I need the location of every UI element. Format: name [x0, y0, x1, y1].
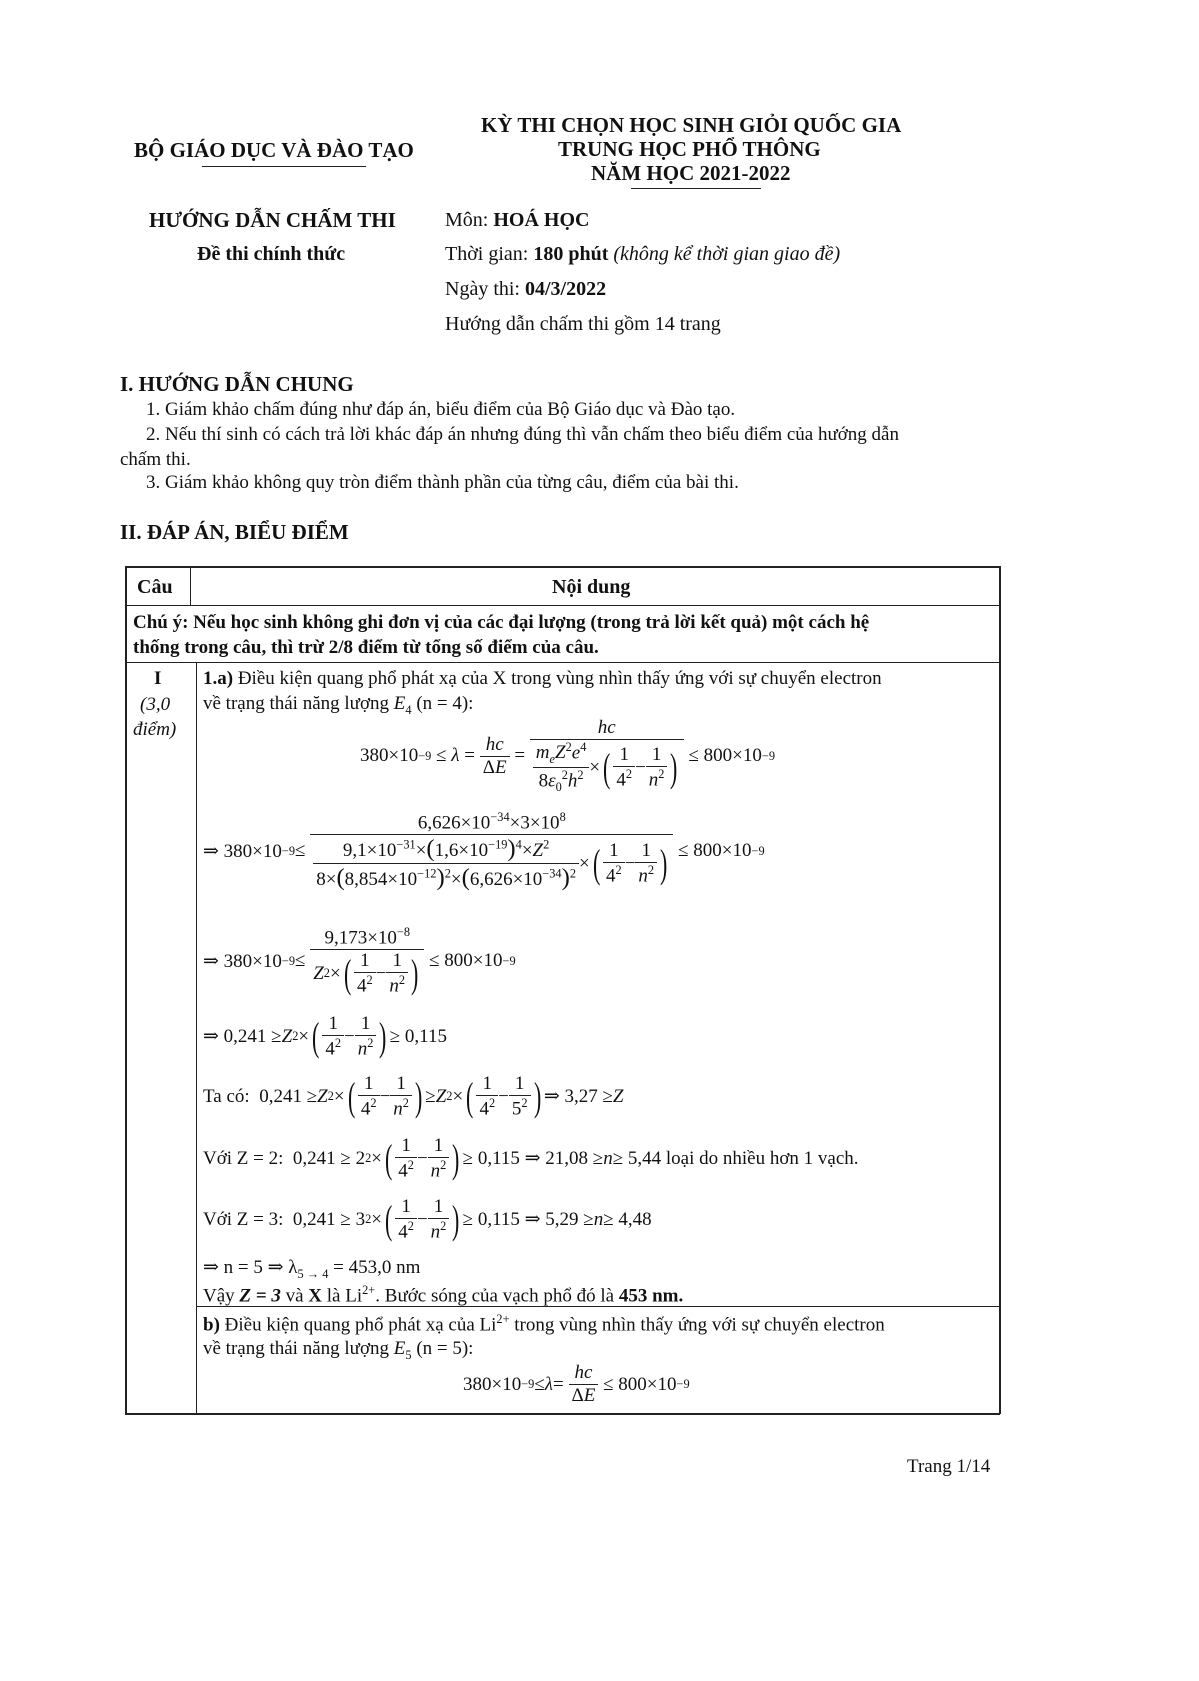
- subject-value: HOÁ HỌC: [493, 209, 590, 231]
- part-b-line2: [203, 1338, 473, 1363]
- exam-title-underline: [631, 188, 761, 189]
- table-header-bottom: [125, 605, 1000, 606]
- time-line: [445, 243, 840, 266]
- part-a-line2: [203, 693, 473, 718]
- eq-lambda: ⇒ n = 5 ⇒ λ: [203, 1257, 298, 1278]
- section1-item-1: 1. Giám khảo chấm đúng như đáp án, biểu điểm của Bộ Giáo dục và Đào tạo.: [146, 399, 736, 420]
- table-border-top: [125, 566, 1000, 568]
- equation-2: ⇒ 380×10 −9 ≤ $6,626\times 10^{-34}\times 3\times 10^8$ $9,1\times 10^{-31}\times(1,6\times 10^{-19})^4\times Z^2$ $8\times(8,854\times 10^{-12})^2\times(6,626\times 10^{-34})^2$ × ( 1 $4^2$ − 1 $n^2$ ) ≤ 800×10 −9: [203, 810, 765, 892]
- table-col-noidung: Nội dung: [552, 576, 631, 598]
- part-b-text2-pre: về trạng thái năng lượng: [203, 1338, 394, 1359]
- conclusion-pre: Vậy: [203, 1285, 240, 1307]
- equation-3: ⇒ 380×10 −9 ≤ $9,173\times 10^{-8}$ Z 2 × ( 1 $4^2$ − 1 $n^2$ ) ≤ 800×10 −9: [203, 925, 516, 997]
- section1-item-2-cont: chấm thi.: [120, 449, 191, 470]
- part-a-energy-sub: 4: [405, 702, 412, 717]
- part-b-energy-symbol: E: [393, 1338, 406, 1359]
- date-label: Ngày thi:: [445, 278, 525, 300]
- part-b-text1-post: trong vùng nhìn thấy ứng với sự chuyển electron: [509, 1314, 885, 1336]
- doc-type: HƯỚNG DẪN CHẤM THI: [149, 208, 396, 232]
- table-note-line2: thống trong câu, thì trừ 2/8 điểm từ tổng số điểm của câu.: [133, 637, 599, 658]
- section1-item-3: 3. Giám khảo không quy tròn điểm thành phần của từng câu, điểm của bài thi.: [146, 472, 739, 493]
- table-note-line1: Chú ý: Nếu học sinh không ghi đơn vị của các đại lượng (trong trả lời kết quả) một cách hệ: [133, 612, 870, 633]
- time-value: 180 phút: [533, 243, 609, 265]
- part-a-energy-symbol: E: [393, 693, 406, 714]
- equation-1: 380×10 −9 ≤ λ = hc ΔE = hc $m_eZ^2e^4$ $8\varepsilon_0^2h^2$ × ( 1 $4^2$ − 1 $n^2$ ) ≤ 800×10 −9: [360, 717, 776, 795]
- equation-4: ⇒ 0,241 ≥ Z 2 × ( 1 $4^2$ − 1 $n^2$ ) ≥ 0,115: [203, 1013, 447, 1060]
- table-note-bottom: [125, 662, 1000, 663]
- conclusion-mid: và: [280, 1285, 309, 1307]
- page-number: Trang 1/14: [907, 1456, 991, 1477]
- section1-item-2: 2. Nếu thí sinh có cách trả lời khác đáp án nhưng đúng thì vẫn chấm theo biểu điểm của hướng dẫn: [146, 424, 899, 445]
- section1-title: I. HƯỚNG DẪN CHUNG: [120, 372, 354, 396]
- pages-note: Hướng dẫn chấm thi gồm 14 trang: [445, 313, 721, 335]
- eq-taco-label: Ta có:: [203, 1085, 250, 1107]
- conclusion-x: X: [308, 1285, 323, 1307]
- eq-z2-tail: loại do nhiều hơn 1 vạch.: [665, 1147, 859, 1169]
- part-b-text2-post: (n = 5):: [411, 1338, 474, 1359]
- date-line: [445, 278, 606, 301]
- question-number: I: [154, 668, 162, 689]
- conclusion-line: [203, 1283, 683, 1307]
- date-value: 04/3/2022: [525, 278, 607, 300]
- time-label: Thời gian:: [445, 243, 534, 265]
- eq-z3-label: Với Z = 3:: [203, 1208, 284, 1230]
- part-b-line1: [203, 1312, 885, 1336]
- part-b-text1-sup: 2+: [496, 1312, 510, 1326]
- part-a-text2-pre: về trạng thái năng lượng: [203, 693, 394, 714]
- conclusion-mid2: là Li: [322, 1285, 363, 1307]
- question-points-2: điểm): [133, 719, 177, 740]
- exam-title-line3: NĂM HỌC 2021-2022: [591, 161, 791, 185]
- conclusion-z: Z = 3: [239, 1285, 281, 1307]
- part-a-text2-post: (n = 4):: [411, 693, 474, 714]
- part-b-energy-sub: 5: [405, 1347, 412, 1362]
- subject-line: [445, 209, 589, 232]
- conclusion-val: 453 nm.: [618, 1285, 684, 1307]
- eq-lambda-val: = 453,0 nm: [328, 1257, 421, 1278]
- part-a-line1: [203, 668, 882, 690]
- equation-6: Với Z = 2: 0,241 ≥ 2 2 × ( 1 $4^2$ − 1 $n^2$ ) ≥ 0,115 ⇒ 21,08 ≥ n ≥ 5,44 loại do nhiều hơn 1 vạch.: [203, 1135, 859, 1182]
- part-a-text1: Điều kiện quang phổ phát xạ của X trong vùng nhìn thấy ứng với sự chuyển electron: [237, 668, 882, 689]
- ministry-name: BỘ GIÁO DỤC VÀ ĐÀO TẠO: [134, 138, 414, 162]
- part-b-label: b): [203, 1314, 220, 1336]
- conclusion-sup: 2+: [362, 1283, 376, 1297]
- table-border-bottom: [125, 1413, 1000, 1415]
- equation-5: Ta có: 0,241 ≥ Z 2 × ( 1 $4^2$ − 1 $n^2$ ) ≥ Z 2 × ( 1 $4^2$ − 1 $5^2$ ) ⇒ 3,27 ≥ Z: [203, 1073, 624, 1120]
- conclusion-mid3: . Bước sóng của vạch phổ đó là: [375, 1285, 619, 1307]
- table-col-divider: [196, 662, 197, 1414]
- table-border-left: [125, 566, 127, 1414]
- question-points-1: (3,0: [140, 694, 171, 715]
- part-a-label: 1.a): [203, 668, 234, 689]
- eq-lambda-sub: 5 → 4: [297, 1266, 329, 1281]
- eq-z2-label: Với Z = 2:: [203, 1147, 284, 1169]
- time-note: (không kể thời gian giao đề): [613, 243, 841, 265]
- part-b-text1-pre: Điều kiện quang phổ phát xạ của Li: [219, 1314, 497, 1336]
- table-col-divider-top: [190, 566, 191, 606]
- exam-title-line2: TRUNG HỌC PHỔ THÔNG: [558, 137, 821, 161]
- section2-title: II. ĐÁP ÁN, BIỂU ĐIỂM: [120, 520, 349, 544]
- table-col-cau: Câu: [137, 576, 173, 598]
- exam-title-line1: KỲ THI CHỌN HỌC SINH GIỎI QUỐC GIA: [481, 113, 902, 137]
- ministry-underline: [202, 166, 366, 167]
- table-border-right: [999, 566, 1001, 1414]
- subject-label: Môn:: [445, 209, 494, 231]
- equation-7: Với Z = 3: 0,241 ≥ 3 2 × ( 1 $4^2$ − 1 $n^2$ ) ≥ 0,115 ⇒ 5,29 ≥ n ≥ 4,48: [203, 1196, 652, 1243]
- equation-b: 380×10 −9 ≤ λ = hc ΔE ≤ 800×10 −9: [463, 1362, 690, 1406]
- official-label: Đề thi chính thức: [197, 243, 346, 265]
- equation-8: [203, 1256, 420, 1282]
